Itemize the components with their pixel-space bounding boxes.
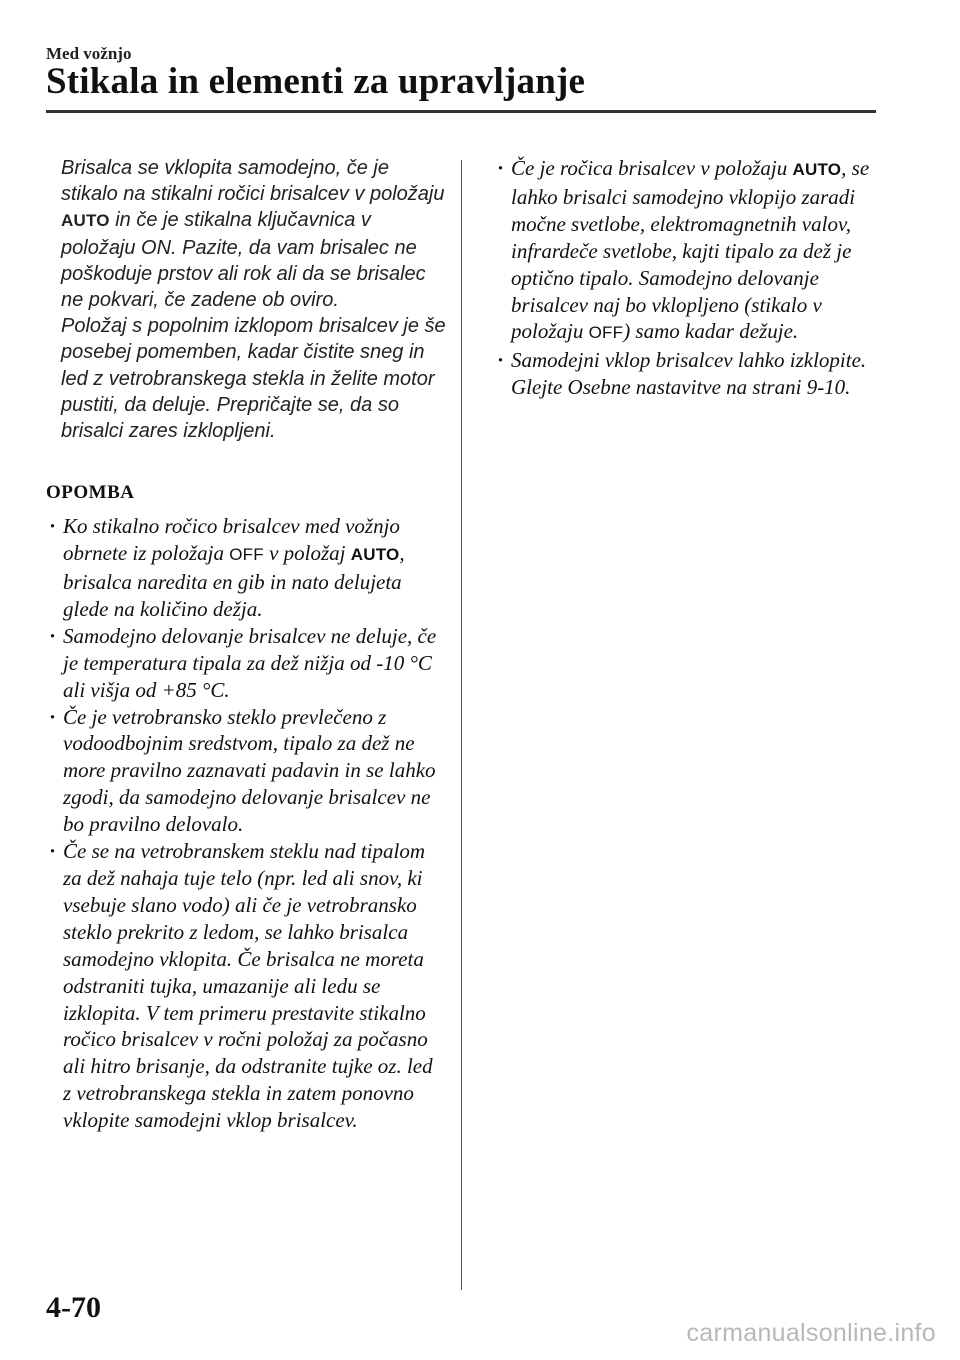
right-column bbox=[494, 155, 884, 401]
bullet-dot: · bbox=[497, 156, 505, 180]
warning-paragraph-2: Položaj s popolnim izklopom brisalcev je še posebej pomemben, kadar čistite sneg in led z vetrobranskega stekla in želite motor pustiti, da deluje. Prepričajte se, da so brisalci zares izklopljeni. bbox=[61, 315, 446, 443]
bullet-dot: · bbox=[49, 514, 57, 539]
list-item: · Samodejno delovanje brisalcev ne deluje, če je temperatura tipala za dež nižja od -10 °C ali višja od +85 °C. bbox=[49, 623, 437, 702]
page-title: Stikala in elementi za upravljanje bbox=[46, 61, 586, 102]
auto-symbol: AUTO bbox=[61, 211, 110, 231]
auto-symbol: AUTO bbox=[792, 160, 842, 179]
section-label: Med vožnjo bbox=[46, 44, 132, 63]
list-item bbox=[494, 347, 884, 401]
column-divider bbox=[461, 160, 462, 1290]
list-item: · Če je vetrobransko steklo prevlečeno z vodoodbojnim sredstvom, tipalo za dež ne more pravilno zaznavati padavin in se lahko zgodi, da samodejno delovanje brisalcev ne bo pravilno delovalo. bbox=[49, 704, 436, 837]
warning-paragraph-1: Brisalca se vklopita samodejno, če je stikalo na stikalni ročici brisalcev v položaju AUTO in če je stikalna ključavnica v položaju ON. Pazite, da vam brisalec ne poškoduje prstov ali rok ali da se brisalec ne pokvari, če zadene ob oviro. bbox=[61, 157, 445, 312]
off-symbol: OFF bbox=[588, 323, 624, 343]
list-item: · Če se na vetrobranskem steklu nad tipalom za dež nahaja tuje telo (npr. led ali snov, ki vsebuje slano vodo) ali če je vetrobransko steklo prekrito z ledom, se lahko brisalca samodejno vklopita. Če brisalca ne moreta odstraniti tujka, umazanije ali ledu se izklopita. V tem primeru prestavite stikalno ročico brisalcev v ročni položaj za počasno ali hitro brisanje, da odstranite tujke oz. led z vetrobranskega stekla in zatem ponovno vklopite samodejni vklop brisalcev. bbox=[49, 839, 433, 1133]
note-list bbox=[46, 513, 446, 1134]
list-item: · Ko stikalno ročico brisalcev med vožnjo obrnete iz položaja OFF v položaj AUTO, brisalca naredita en gib in nato delujeta glede na količino dežja. bbox=[49, 514, 405, 621]
bullet-dot: · bbox=[49, 704, 57, 729]
note-list-continued bbox=[494, 155, 884, 401]
list-item: · Če je ročica brisalcev v položaju AUTO, se lahko brisalci samodejno vklopijo zaradi močne svetlobe, elektromagnetnih valov, infrardeče svetlobe, kajti tipalo za dež je optično tipalo. Samodejno delovanje brisalcev naj bo vklopljeno (stikalo v položaju OFF) samo kadar dežuje. bbox=[497, 156, 870, 344]
page-number: 4-70 bbox=[46, 1291, 101, 1324]
left-column bbox=[46, 155, 446, 1134]
watermark: carmanualsonline.info bbox=[686, 1319, 936, 1347]
bullet-dot: · bbox=[497, 348, 505, 373]
bullet-dot: · bbox=[49, 839, 57, 864]
bullet-dot: · bbox=[49, 623, 57, 648]
warning-text bbox=[61, 155, 446, 444]
item-line: Samodejni vklop brisalcev lahko izklopite. bbox=[511, 348, 867, 373]
off-symbol: OFF bbox=[229, 545, 264, 565]
note-heading: OPOMBA bbox=[46, 482, 135, 504]
title-rule bbox=[46, 110, 876, 113]
auto-symbol: AUTO bbox=[350, 545, 400, 565]
cross-reference: Glejte Osebne nastavitve na strani 9-10. bbox=[511, 375, 851, 400]
